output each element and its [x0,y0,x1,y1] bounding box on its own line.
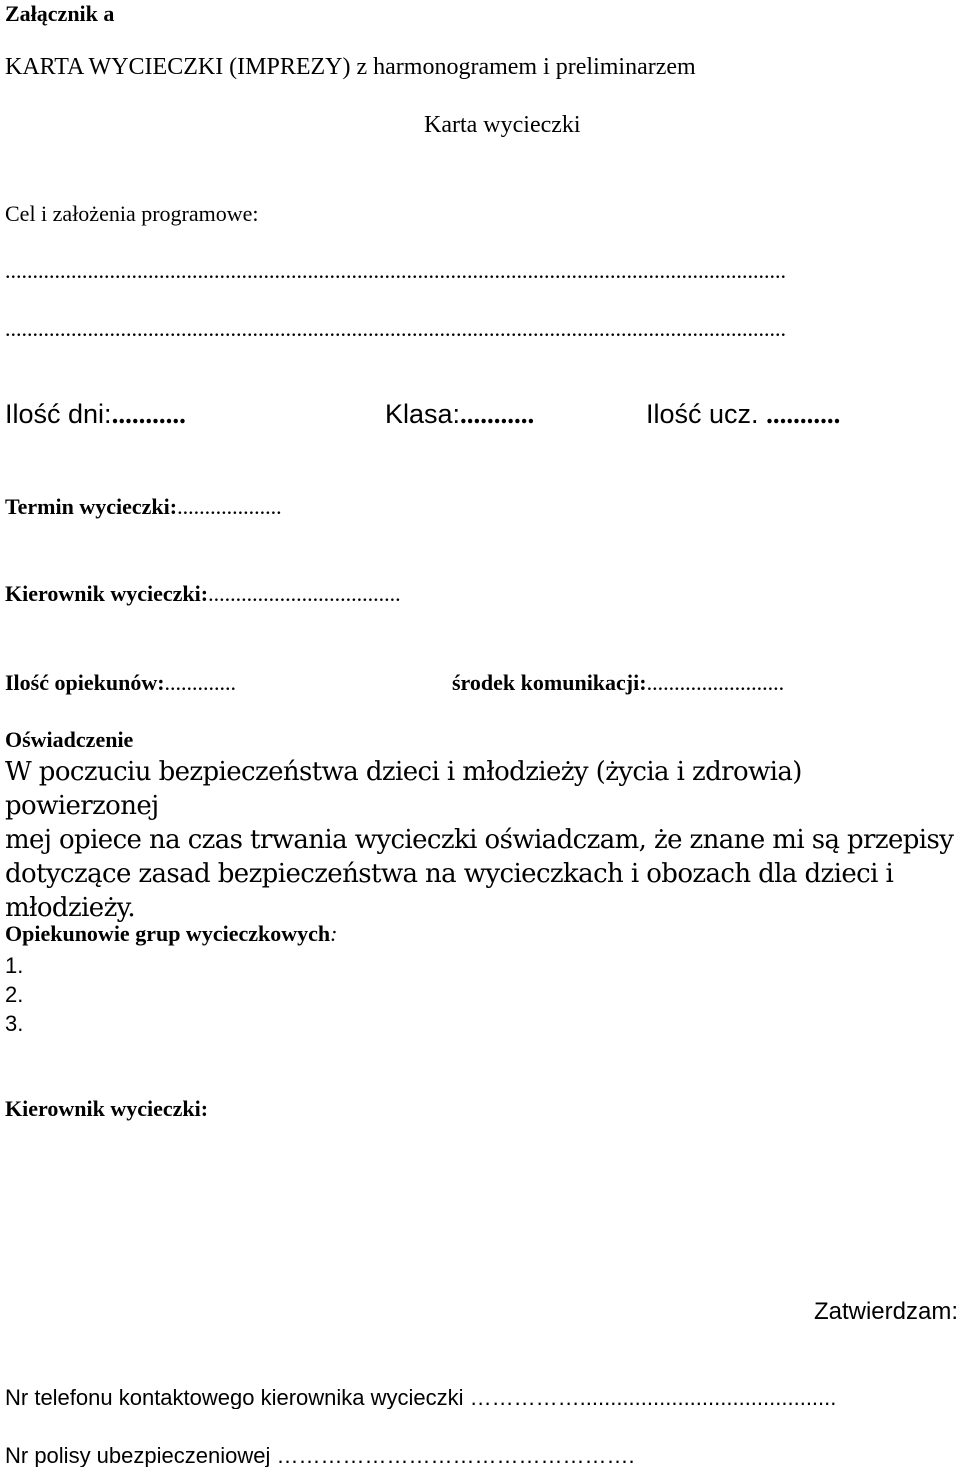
guardians-count-field [5,672,236,694]
transport-label: środek komunikacji: [452,670,647,695]
policy-field [5,1445,957,1467]
students-value: ........... [766,399,841,429]
guardian-item-3: 3. [5,1011,24,1036]
term-field [5,496,282,518]
guardians-title [5,923,337,945]
policy-value: …………………………………………. [270,1445,635,1467]
guardians-count-label: Ilość opiekunów: [5,670,165,695]
declaration-line-4: młodzieży. [5,893,135,923]
declaration-title: Oświadczenie [5,727,134,752]
declaration-line-1: W poczuciu bezpieczeństwa dzieci i młodzieży (życia i zdrowia) powierzonej [5,757,802,821]
document-subtitle: Karta wycieczki [424,112,581,138]
guardian-item-2: 2. [5,982,24,1007]
class-value: ........... [460,399,535,429]
leader-signature-label: Kierownik wycieczki: [5,1096,209,1121]
guardian-item-1: 1. [5,953,24,978]
transport-field [452,672,784,694]
phone-value: …………….......................................... [463,1387,837,1409]
declaration-line-3: dotyczące zasad bezpieczeństwa na wycieczkach i obozach dla dzieci i [5,859,894,889]
class-field [385,401,534,428]
policy-label: Nr polisy ubezpieczeniowej [5,1445,271,1467]
days-label: Ilość dni: [5,399,112,429]
goals-line-2: .............................................................................................................................................. [5,318,786,340]
students-label: Ilość ucz. [646,399,759,429]
declaration-line-2: mej opiece na czas trwania wycieczki oświadczam, że znane mi są przepisy [5,825,954,855]
goals-line-1: .............................................................................................................................................. [5,260,786,282]
term-label: Termin wycieczki: [5,494,178,519]
declaration-text [5,755,955,925]
leader-value: ................................... [208,581,401,606]
transport-value: ......................... [646,670,785,695]
days-field [5,401,186,428]
approval-label: Zatwierdzam: [813,1298,958,1325]
phone-field [5,1387,950,1409]
document-title: KARTA WYCIECZKI (IMPREZY) z harmonogramem i preliminarzem [5,54,696,80]
students-field [646,401,840,428]
guardians-title-colon: : [330,921,338,946]
phone-label: Nr telefonu kontaktowego kierownika wycieczki [5,1387,464,1409]
leader-label: Kierownik wycieczki: [5,581,209,606]
guardians-count-value: ............. [164,670,237,695]
term-value: ................... [177,494,282,519]
class-label: Klasa: [385,399,461,429]
leader-field [5,583,401,605]
guardians-title-text: Opiekunowie grup wycieczkowych [5,921,331,946]
days-value: ........... [111,399,186,429]
goals-label: Cel i założenia programowe: [5,201,259,226]
attachment-label: Załącznik a [5,1,115,26]
